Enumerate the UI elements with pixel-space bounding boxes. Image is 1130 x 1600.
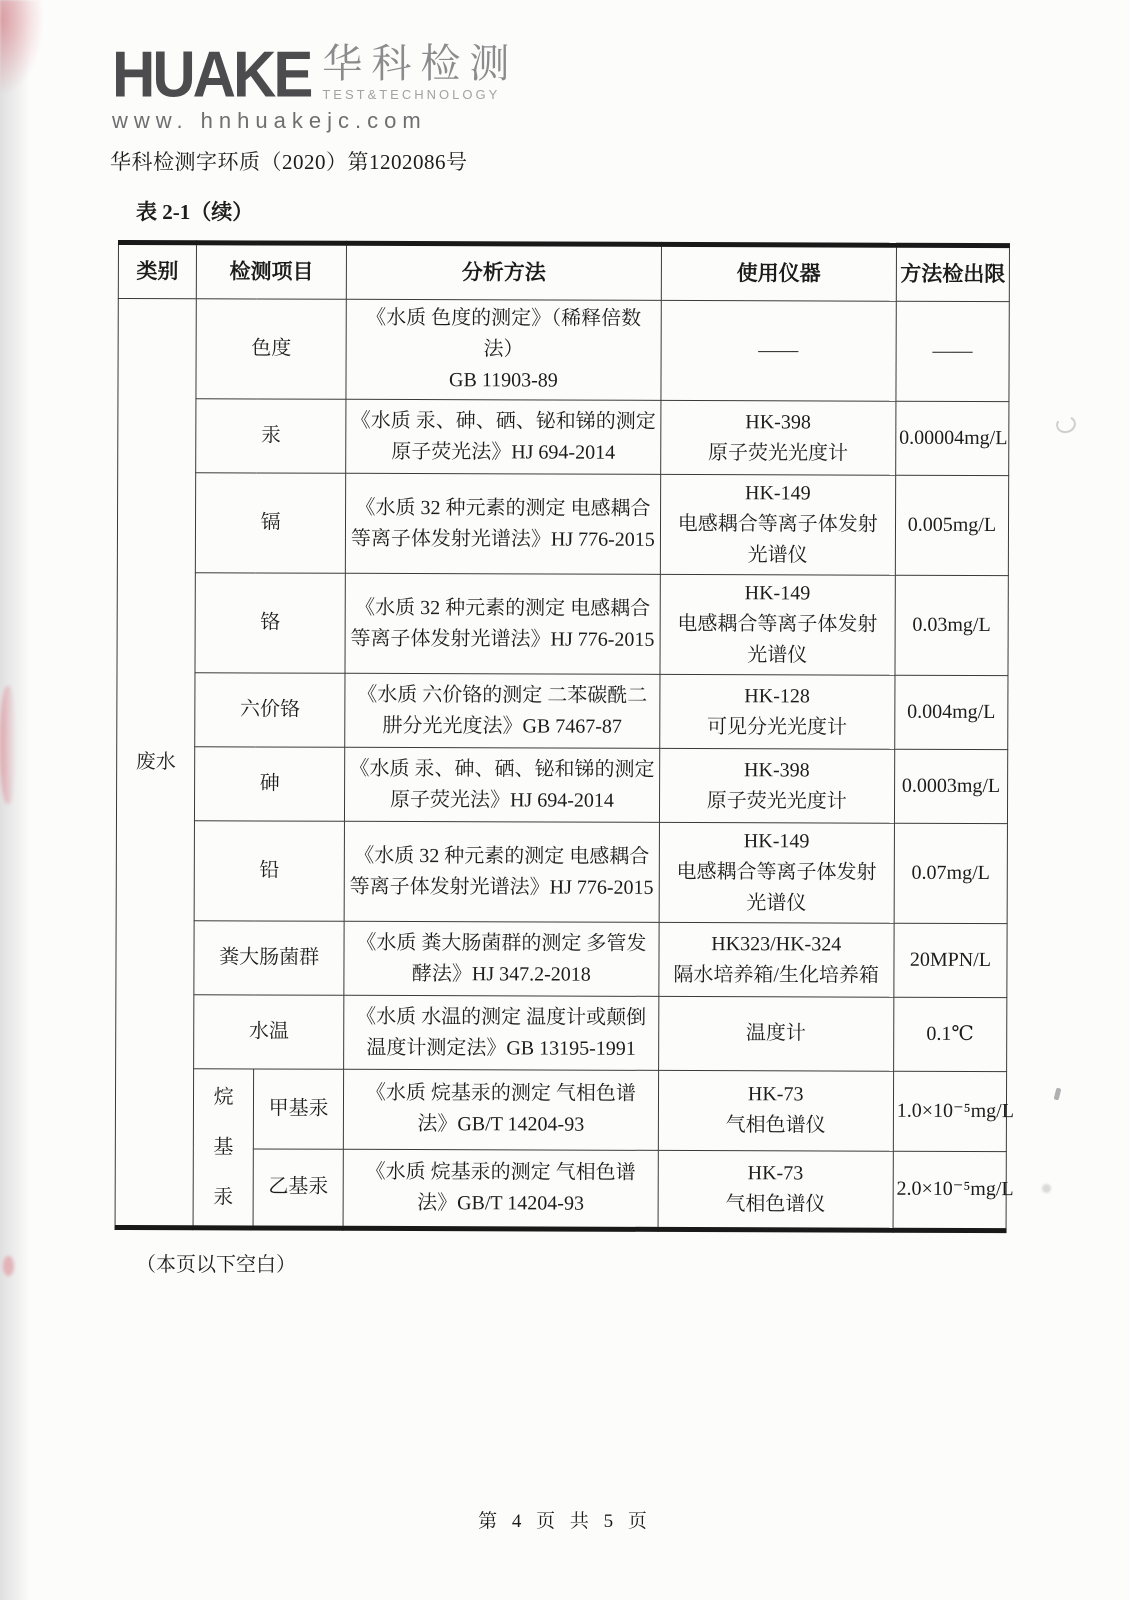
limit-cell: —— [896,301,1010,401]
method-cell: 《水质 色度的测定》（稀释倍数法） GB 11903-89 [346,299,661,400]
column-header-instrument: 使用仪器 [661,244,896,301]
limit-cell: 0.07mg/L [894,823,1008,923]
method-cell: 《水质 六价铬的测定 二苯碳酰二 肼分光光度法》GB 7467-87 [345,673,660,748]
item-cell: 粪大肠菌群 [194,921,344,996]
method-cell: 《水质 汞、砷、硒、铋和锑的测定 原子荧光法》HJ 694-2014 [346,399,661,474]
table-row [116,994,1007,1071]
column-header-limit: 方法检出限 [896,245,1009,301]
method-cell: 《水质 32 种元素的测定 电感耦合 等离子体发射光谱法》HJ 776-2015 [345,573,660,674]
item-cell: 砷 [195,747,345,822]
item-cell: 水温 [194,995,344,1070]
logo-tagline: TEST&TECHNOLOGY [322,87,501,102]
subgroup-cell [193,1069,254,1228]
limit-cell: 0.1℃ [893,997,1006,1071]
table-header-row [118,243,1009,302]
subgroup-label: 烷基汞 [213,1086,234,1209]
instrument-cell: 温度计 [658,996,894,1071]
instrument-cell: HK-149 电感耦合等离子体发射 光谱仪 [660,574,896,675]
table-caption: 表 2-1（续） [136,200,254,224]
instrument-cell: HK-73 气相色谱仪 [658,1070,894,1150]
instrument-cell: HK-149 电感耦合等离子体发射 光谱仪 [659,822,895,923]
table-row [117,473,1008,576]
huake-logo-wordmark: HUAKE [112,38,311,111]
test-methods-table-wrap [115,240,1130,1234]
category-cell: 废水 [115,299,196,1228]
limit-cell: 0.004mg/L [895,675,1008,749]
company-logo [112,38,1130,111]
limit-cell: 2.0×10⁻⁵mg/L [893,1151,1006,1231]
page-number: 第 4 页 共 5 页 [478,1511,652,1532]
table-row [118,299,1009,402]
logo-chinese-name: 华科检测 [322,41,519,86]
table-row [116,820,1007,923]
limit-cell: 0.005mg/L [895,475,1009,575]
method-cell: 《水质 汞、砷、硒、铋和锑的测定 原子荧光法》HJ 694-2014 [345,747,660,822]
table-row [118,399,1009,476]
instrument-cell: HK-149 电感耦合等离子体发射 光谱仪 [660,474,896,575]
limit-cell: 0.0003mg/L [894,749,1007,823]
instrument-cell: HK-398 原子荧光光度计 [659,748,895,823]
item-cell: 乙基汞 [253,1148,343,1228]
method-cell: 《水质 32 种元素的测定 电感耦合 等离子体发射光谱法》HJ 776-2015 [344,821,659,922]
item-cell: 甲基汞 [253,1069,343,1149]
limit-cell: 0.00004mg/L [896,401,1009,475]
test-methods-table [115,240,1014,1233]
table-body [115,299,1014,1231]
column-header-item: 检测项目 [196,243,346,300]
instrument-cell: —— [661,300,897,401]
method-cell: 《水质 粪大肠菌群的测定 多管发 酵法》HJ 347.2-2018 [344,921,659,996]
table-row [117,572,1008,675]
table-row [115,1068,1006,1151]
item-cell: 铬 [195,573,346,674]
item-cell: 色度 [196,299,347,400]
item-cell: 六价铬 [195,673,345,748]
instrument-cell: HK-398 原子荧光光度计 [660,400,896,475]
item-cell: 汞 [196,399,346,474]
method-cell: 《水质 烷基汞的测定 气相色谱 法》GB/T 14204-93 [344,1069,659,1150]
document-number: 华科检测字环质（2020）第1202086号 [110,150,468,174]
instrument-cell: HK-128 可见分光光度计 [659,674,895,749]
method-cell: 《水质 水温的测定 温度计或颠倒 温度计测定法》GB 13195-1991 [344,995,659,1070]
table-row [117,672,1008,749]
company-website: www. hnhuakejc.com [112,108,427,133]
instrument-cell: HK-73 气相色谱仪 [658,1150,894,1230]
table-row [116,746,1007,823]
item-cell: 镉 [195,473,346,574]
column-header-category: 类别 [118,243,196,299]
instrument-cell: HK323/HK-324 隔水培养箱/生化培养箱 [658,922,894,997]
limit-cell: 1.0×10⁻⁵mg/L [893,1071,1006,1151]
table-row [116,920,1007,997]
method-cell: 《水质 32 种元素的测定 电感耦合 等离子体发射光谱法》HJ 776-2015 [346,473,661,574]
blank-page-note: （本页以下空白） [136,1254,296,1276]
method-cell: 《水质 烷基汞的测定 气相色谱 法》GB/T 14204-93 [343,1149,658,1230]
limit-cell: 0.03mg/L [895,575,1009,675]
item-cell: 铅 [194,821,345,922]
limit-cell: 20MPN/L [894,923,1007,997]
column-header-method: 分析方法 [347,243,662,300]
